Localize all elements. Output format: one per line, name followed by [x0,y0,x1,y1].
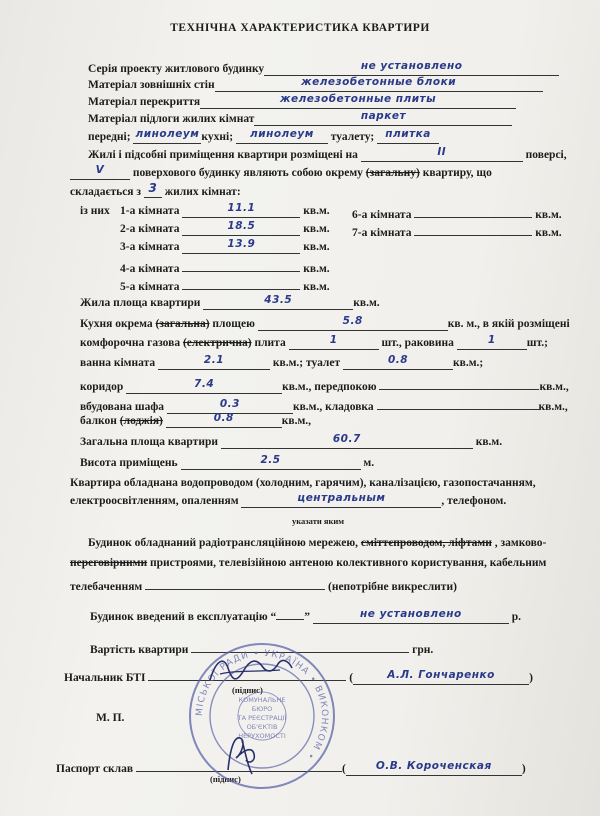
field-wardrobe-area: 0.3 [167,400,293,414]
row-floor-location: Жилі і підсобні приміщення квартири розміщені на II поверсі, [88,146,567,161]
room-row-3: 3-а кімната 13.9 кв.м. [120,238,330,253]
field-cable-tv [145,576,325,590]
row-floor-details: передні; линолеум кухні; линолеум туалету; плитка [88,130,439,144]
field-room-2-area: 18.5 [182,222,300,236]
field-room-7-area [414,222,532,236]
field-commission-day [276,606,304,620]
room-row-2: 2-а кімната 18.5 кв.м. [120,220,330,235]
field-head-name: А.Л. Гончаренко [353,671,529,685]
row-slab-material: Матеріал перекриття железобетонные плиты [88,95,516,109]
row-passport-compiler: Паспорт склав ( О.В. Короченская ) [56,760,526,775]
compiler-signature-scribble [218,730,268,776]
row-building-floors: V поверхового будинку являють собою окрему (загальну) квартиру, що [70,166,492,180]
field-room-4-area [182,258,300,272]
field-toilet-area: 0.8 [343,356,453,370]
seal-place-label: М. П. [96,712,125,724]
field-bathroom-area: 2.1 [158,356,270,370]
row-ceiling-height: Висота приміщень 2.5 м. [80,454,375,469]
field-living-area: 43.5 [203,296,353,310]
field-slab-material: железобетонные плиты [200,95,516,109]
room-row-4: 4-а кімната кв.м. [120,258,330,276]
field-room-1-area: 11.1 [182,204,300,218]
row-kitchen: Кухня окрема (загальна) площею 5.8 кв. м., в якій розміщені [80,315,570,330]
row-wall-material: Матеріал зовнішніх стін железобетонные блоки [88,78,543,92]
row-balcony: балкон (лоджія) 0.8 кв.м., [80,412,312,427]
row-room-count: складається з 3 жилих кімнат: [70,181,241,198]
row-total-area: Загальна площа квартири 60.7 кв.м. [80,433,503,448]
page-title: ТЕХНІЧНА ХАРАКТЕРИСТИКА КВАРТИРИ [170,22,430,34]
row-commissioned: Будинок введений в експлуатацію “ ” не установлено р. [90,608,522,623]
field-corridor-area: 7.4 [126,380,282,394]
field-room-3-area: 13.9 [182,240,300,254]
field-project-series: не установлено [264,62,559,76]
row-utilities-1: Квартира обладнана водопроводом (холодним, гарячим), каналізацією, газопостачанням, [70,477,536,489]
field-room-6-area [414,204,532,218]
field-floor-rooms: паркет [254,112,512,126]
field-balcony-area: 0.8 [166,414,282,428]
field-storage-area [377,396,539,410]
room-row-7: 7-а кімната кв.м. [352,222,562,240]
row-apartment-cost: Вартість квартири грн. [90,639,433,657]
row-building-equipment-3: телебаченням (непотрібне викреслити) [70,576,457,594]
field-sink-count: 1 [457,336,527,350]
field-floor-toilet: плитка [377,130,439,144]
seal-ring-text: МІСЬКОЇ РАДИ • УКРАЇНА • ВИКОНКОМ • [194,648,330,762]
field-room-count: 3 [144,184,162,198]
row-corridor: коридор 7.4 кв.м., передпокою кв.м., [80,378,569,393]
seal-line-2: БЮРО [251,705,273,713]
field-floor-hall: линолеум [133,130,201,144]
row-building-equipment-2: переговірними пристроями, телевізійною антеною колективного користування, кабельним [70,557,547,569]
field-floor-number: II [361,148,523,162]
row-utilities-2: електроосвітленням, опаленням центральным , телефоном. [70,492,507,507]
field-stove-count: 1 [289,336,379,350]
row-project-series: Серія проекту житлового будинку не установлено [88,62,559,76]
field-kitchen-area: 5.8 [258,317,448,331]
field-anteroom-area [379,376,539,390]
head-signature-scribble [206,650,296,690]
seal-line-1: КОМУНАЛЬНЕ [238,696,286,704]
field-wall-material: железобетонные блоки [215,78,543,92]
field-total-area: 60.7 [221,435,473,449]
field-compiler-name: О.В. Короченская [346,762,522,776]
row-head-bti: Начальник БТІ ( А.Л. Гончаренко ) [64,669,533,684]
room-row-1: 1-а кімната 11.1 кв.м. [120,202,330,217]
field-floor-kitchen: линолеум [236,130,328,144]
row-stove-sink: комфорочна газова (електрична) плита 1 шт., раковина 1 шт.; [80,334,548,349]
row-wardrobe: вбудована шафа 0.3 кв.м., кладовка кв.м., [80,398,568,413]
compiler-signature-caption: (підпис) [210,774,241,784]
row-bathroom: ванна кімната 2.1 кв.м.; туалет 0.8 кв.м.; [80,354,484,369]
head-signature-caption: (підпис) [232,685,263,695]
room-list-prefix: із них [80,205,110,217]
row-living-area: Жила площа квартири 43.5 кв.м. [80,294,380,309]
seal-line-3: ТА РЕЄСТРАЦІЇ [237,714,287,722]
room-row-5: 5-а кімната кв.м. [120,276,330,294]
field-room-5-area [182,276,300,290]
row-building-equipment-1: Будинок обладнаний радіотрансляційною мережею, сміттєпроводом, ліфтами , замково- [88,537,547,549]
room-row-6: 6-а кімната кв.м. [352,204,562,222]
row-floor-material: Матеріал підлоги жилих кімнат паркет [88,112,512,126]
hint-specify: указати яким [292,516,345,526]
field-building-floors: V [70,166,130,180]
field-ceiling-height: 2.5 [181,456,361,470]
field-commission-year: не установлено [313,610,509,624]
seal-line-5: НЕРУХОМОСТІ [238,732,286,740]
seal-line-4: ОБ'ЄКТІВ [246,723,278,731]
field-heating: центральным [241,494,441,508]
